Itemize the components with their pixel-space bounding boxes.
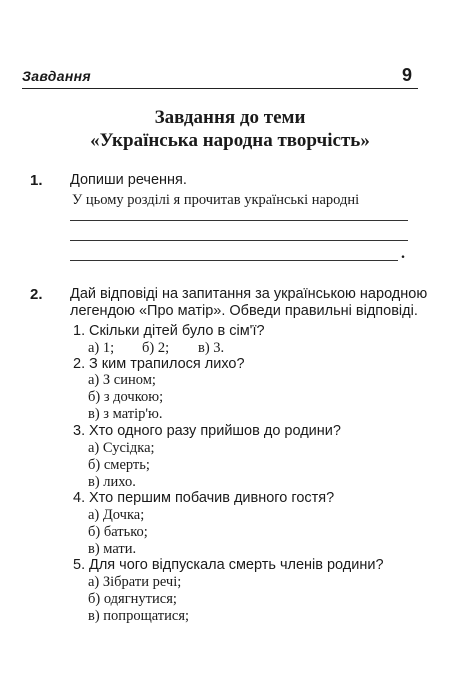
- answer-option[interactable]: б) одягнутися;: [88, 591, 177, 607]
- question-text: Скільки дітей було в сім'ї?: [89, 323, 265, 339]
- answer-option[interactable]: в) лихо.: [88, 474, 136, 490]
- answer-option[interactable]: в) мати.: [88, 541, 137, 557]
- page-title-line1: Завдання до теми: [154, 107, 306, 128]
- answer-line-2[interactable]: [70, 240, 408, 241]
- answer-option[interactable]: б) з дочкою;: [88, 389, 164, 405]
- answer-option[interactable]: б) батько;: [88, 524, 148, 540]
- task1-sentence: У цьому розділі я прочитав українські народні: [72, 192, 360, 208]
- question-number: 3.: [73, 423, 86, 439]
- question-text: З ким трапилося лихо?: [89, 356, 245, 372]
- task2-instruction-line2: легендою «Про матір». Обведи правильні відповіді.: [70, 303, 418, 319]
- answer-option[interactable]: в) 3.: [198, 340, 225, 356]
- answer-option[interactable]: а) Дочка;: [88, 507, 145, 523]
- answer-option[interactable]: а) Сусідка;: [88, 440, 155, 456]
- question-text: Хто першим побачив дивного гостя?: [89, 490, 335, 506]
- answer-line-3[interactable]: [70, 260, 398, 261]
- task1-instruction: Допиши речення.: [70, 172, 187, 188]
- page-title-line2: «Українська народна творчість»: [90, 130, 370, 151]
- question-number: 4.: [73, 490, 86, 506]
- answer-option[interactable]: б) смерть;: [88, 457, 150, 473]
- question-number: 5.: [73, 557, 86, 573]
- answer-option[interactable]: а) Зібрати речі;: [88, 574, 182, 590]
- question-number: 2.: [73, 356, 86, 372]
- running-header: [22, 66, 418, 89]
- task2-instruction-line1: Дай відповіді на запитання за українською народною: [70, 286, 428, 302]
- question-number: 1.: [73, 323, 86, 339]
- question-text: Хто одного разу прийшов до родини?: [89, 423, 341, 439]
- question-text: Для чого відпускала смерть членів родини?: [89, 557, 384, 573]
- task2-number: 2.: [30, 286, 43, 303]
- answer-option[interactable]: в) з матір'ю.: [88, 406, 163, 422]
- answer-option[interactable]: а) З сином;: [88, 372, 156, 388]
- answer-line-1[interactable]: [70, 220, 408, 221]
- task1-number: 1.: [30, 172, 43, 189]
- page-number: 9: [401, 65, 412, 85]
- answer-option[interactable]: в) попрощатися;: [88, 608, 190, 624]
- section-name: Завдання: [22, 68, 91, 84]
- answer-option[interactable]: б) 2;: [142, 340, 170, 356]
- answer-option[interactable]: а) 1;: [88, 340, 115, 356]
- sentence-end-dot: .: [401, 245, 405, 262]
